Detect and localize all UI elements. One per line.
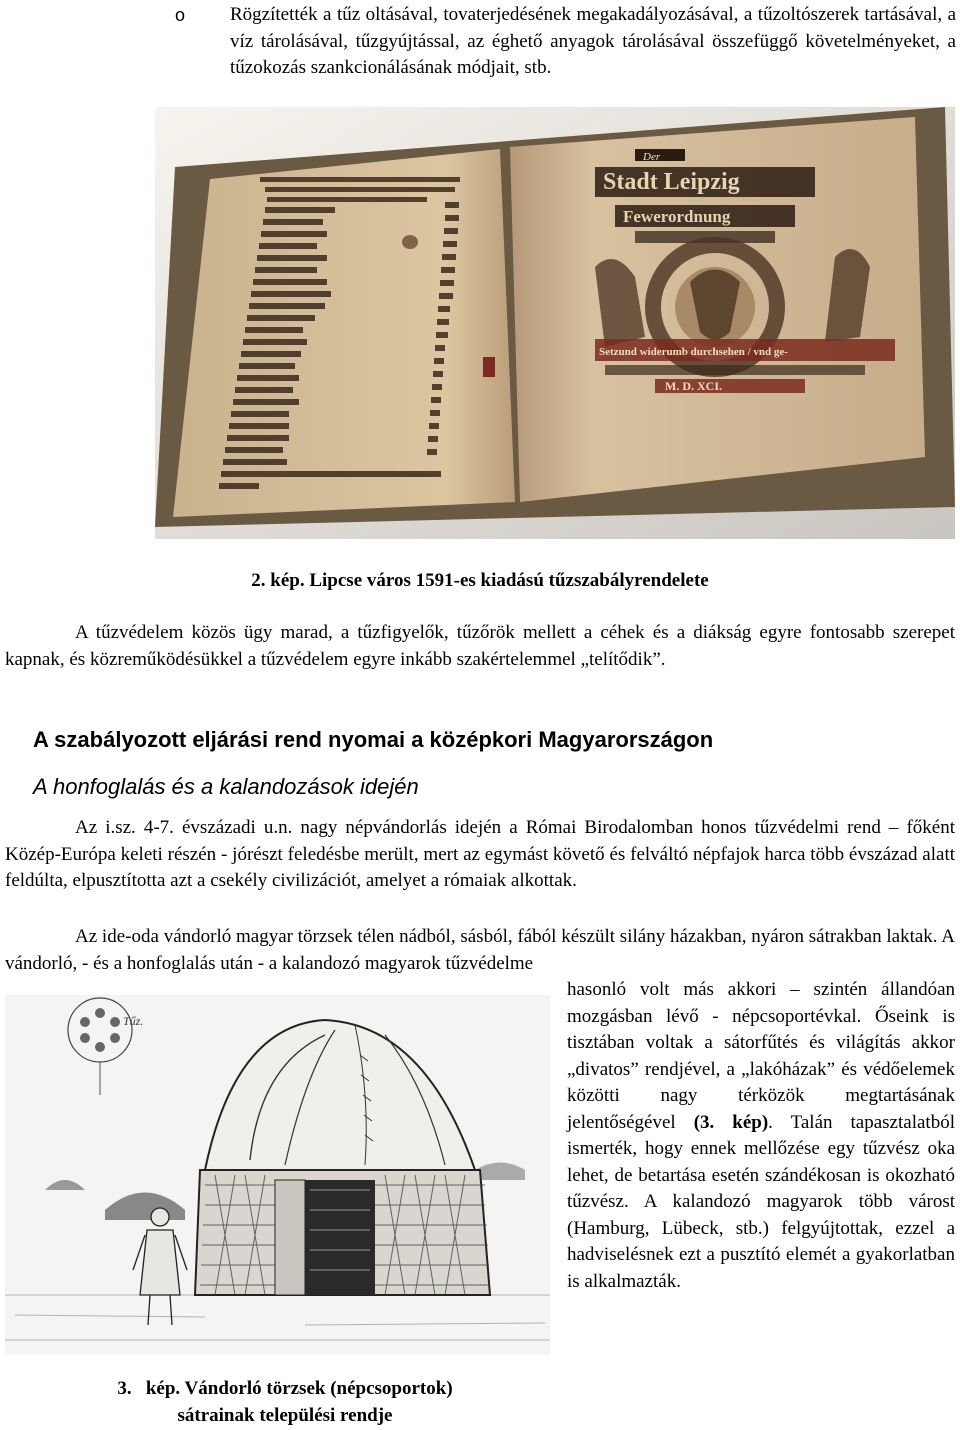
book-title-line-2: Stadt Leipzig	[603, 169, 740, 195]
book-title-line-3: Fewerordnung	[623, 207, 731, 226]
sidebar-paragraph-after: . Talán tapasztalatból ismerték, hogy ennek mellőzése egy tűzvész oka lehet, de betartása esetén szándékosan is okozható tűzvész. A kalandozó magyarok több várost (Hamburg, Lübeck, stb.) felgyújtottak, ezzel a hadviselésnek ezt a pusztító elemét a gyakorlatban is alkalmazták.	[567, 1111, 955, 1292]
figure-3-caption	[40, 1375, 530, 1429]
figure-3-illustration	[5, 995, 550, 1355]
paragraph-3	[5, 924, 955, 977]
bullet-marker: o	[175, 5, 186, 25]
figure-3-caption-line-2: sátrainak települési rendje	[177, 1405, 393, 1426]
figure-2-photo-labels	[155, 107, 955, 539]
figure-2-caption: 2. kép. Lipcse város 1591-es kiadású tűzszabályrendelete	[251, 570, 709, 591]
paragraph-1	[5, 620, 955, 673]
sidebar-paragraph-before: hasonló volt más akkori – szintén állandóan mozgásban lévő - népcsoportévkal. Őseink is tisztában voltak a sátorfűtés és világítás akkor „divatos” rendjével, a „lakóházak” és védőelemek közötti nagy térközök megtartásának jelentőségével	[567, 979, 955, 1133]
book-year: M. D. XCI.	[665, 379, 722, 393]
figure-3-reference: (3. kép)	[693, 1111, 769, 1133]
sidebar-paragraph	[567, 977, 955, 1295]
bullet-item-text: Rögzítették a tűz oltásával, tovaterjedésének megakadályozásával, a tűzoltószerek tartásával, a víz tárolásával, tűzgyújtással, az éghető anyagok tárolásával összefüggő követelményeket, a tűzokozás szankcionálásának módjait, stb.	[230, 4, 956, 78]
subsection-heading: A honfoglalás és a kalandozások idején	[33, 774, 419, 799]
sketch-label: Tűz.	[123, 1014, 144, 1028]
paragraph-1-text: A tűzvédelem közös ügy marad, a tűzfigyelők, tűzőrök mellett a céhek és a diákság egyre fontosabb szerepet kapnak, és közreműködésükkel a tűzvédelem egyre inkább szakértelemmel „telítődik”.	[5, 622, 955, 670]
paragraph-2	[5, 815, 955, 895]
section-heading: A szabályozott eljárási rend nyomai a középkori Magyarországon	[33, 727, 714, 752]
paragraph-2-text: Az i.sz. 4-7. évszázadi u.n. nagy népvándorlás idején a Római Birodalomban honos tűzvédelmi rend – főként Közép-Európa keleti részén - jórészt feledésbe merült, mert az egymást követő és felváltó népfajok harca több évszázad alatt feldúlta, elpusztította azt a csekély civilizációt, amelyet a rómaiak alkottak.	[5, 817, 955, 891]
book-publisher-line: Setzund widerumb durchsehen / vnd ge-	[599, 346, 788, 358]
book-title-line-1: Der	[643, 151, 661, 163]
figure-3-caption-line-1: 3. kép. Vándorló törzsek (népcsoportok)	[117, 1378, 453, 1399]
paragraph-3-text: Az ide-oda vándorló magyar törzsek télen nádból, sásból, fából készült silány házakban, nyáron sátrakban laktak. A vándorló, - és a honfoglalás után - a kalandozó magyarok tűzvédelme	[5, 926, 955, 974]
